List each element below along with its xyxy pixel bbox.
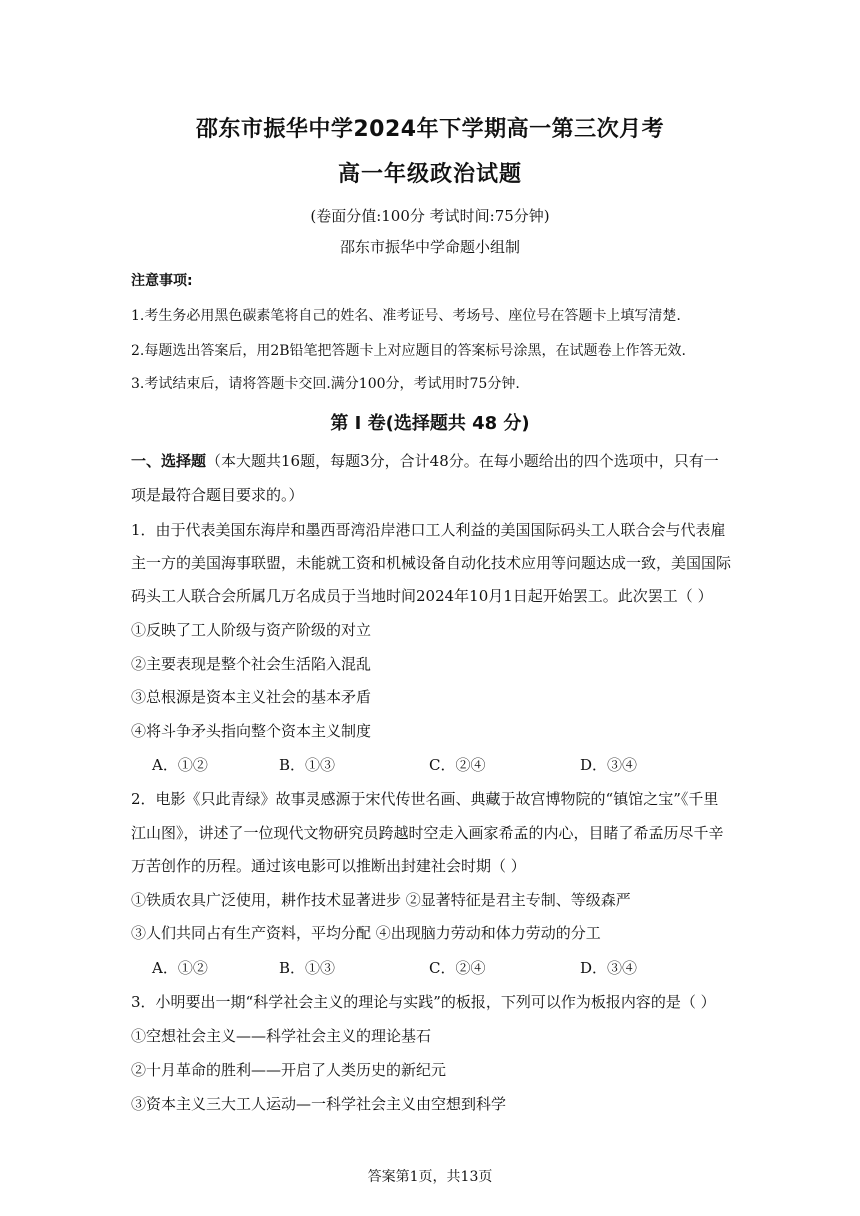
- question-1-option-a: A．①②: [152, 756, 208, 774]
- question-3-statement: ③资本主义三大工人运动—一科学社会主义由空想到科学: [131, 1095, 507, 1113]
- question-3-statement: ②十月革命的胜利——开启了人类历史的新纪元: [131, 1061, 447, 1079]
- question-1-option-d: D．③④: [580, 756, 638, 774]
- question-3-statement: ①空想社会主义——科学社会主义的理论基石: [131, 1027, 432, 1045]
- question-2-option-b: B．①③: [279, 959, 336, 977]
- page-footer: 答案第1页，共13页: [367, 1169, 493, 1185]
- question-1-line: 主一方的美国海事联盟，未能就工资和机械设备自动化技术应用等问题达成一致，美国国际: [131, 554, 732, 572]
- question-1-line: 1．由于代表美国东海岸和墨西哥湾沿岸港口工人利益的美国国际码头工人联合会与代表雇: [131, 521, 726, 539]
- question-2-statement: ③人们共同占有生产资料，平均分配 ④出现脑力劳动和体力劳动的分工: [131, 924, 601, 942]
- exam-subtitle: 高一年级政治试题: [337, 162, 522, 187]
- question-1-statement: ③总根源是资本主义社会的基本矛盾: [131, 688, 372, 706]
- question-1-statement: ①反映了工人阶级与资产阶级的对立: [131, 621, 372, 639]
- notice-title: 注意事项:: [131, 273, 193, 289]
- notice-item: 2.每题选出答案后，用2B铅笔把答题卡上对应题目的答案标号涂黑，在试题卷上作答无效.: [131, 343, 687, 359]
- question-2-line: 江山图》，讲述了一位现代文物研究员跨越时空走入画家希孟的内心，目睹了希孟历尽千辛: [131, 824, 724, 842]
- question-2-option-a: A．①②: [152, 959, 208, 977]
- question-3-line: 3．小明要出一期“科学社会主义的理论与实践”的板报，下列可以作为板报内容的是（ ）: [131, 993, 716, 1011]
- exam-meta: (卷面分值:100分 考试时间:75分钟): [310, 207, 550, 225]
- question-2-option-d: D．③④: [580, 959, 638, 977]
- question-1-statement: ④将斗争矛头指向整个资本主义制度: [131, 722, 372, 740]
- question-1-option-c: C．②④: [429, 756, 486, 774]
- question-1-line: 码头工人联合会所属几万名成员于当地时间2024年10月1日起开始罢工。此次罢工（ ）: [131, 587, 713, 605]
- question-2-option-c: C．②④: [429, 959, 486, 977]
- notice-item: 1.考生务必用黑色碳素笔将自己的姓名、准考证号、考场号、座位号在答题卡上填写清楚.: [131, 308, 681, 324]
- section-heading-line2: 项是最符合题目要求的。）: [131, 486, 304, 504]
- section-heading-bold: 一、选择题: [131, 452, 207, 470]
- exam-title: 邵东市振华中学2024年下学期高一第三次月考: [195, 117, 665, 142]
- section-heading-rest: （本大题共16题，每题3分，合计48分。在每小题给出的四个选项中，只有一: [206, 452, 719, 470]
- exam-maker: 邵东市振华中学命题小组制: [339, 238, 520, 256]
- question-2-line: 2．电影《只此青绿》故事灵感源于宋代传世名画、典藏于故宫博物院的“镇馆之宝”《千里: [131, 790, 719, 808]
- question-2-statement: ①铁质农具广泛使用，耕作技术显著进步 ②显著特征是君主专制、等级森严: [131, 891, 631, 909]
- question-1-option-b: B．①③: [279, 756, 336, 774]
- section-title: 第 I 卷(选择题共 48 分): [330, 413, 530, 434]
- section-heading: [131, 450, 719, 471]
- notice-item: 3.考试结束后，请将答题卡交回.满分100分，考试用时75分钟.: [131, 376, 520, 392]
- question-2-line: 万苦创作的历程。通过该电影可以推断出封建社会时期（ ）: [131, 857, 526, 875]
- question-1-statement: ②主要表现是整个社会生活陷入混乱: [131, 655, 372, 673]
